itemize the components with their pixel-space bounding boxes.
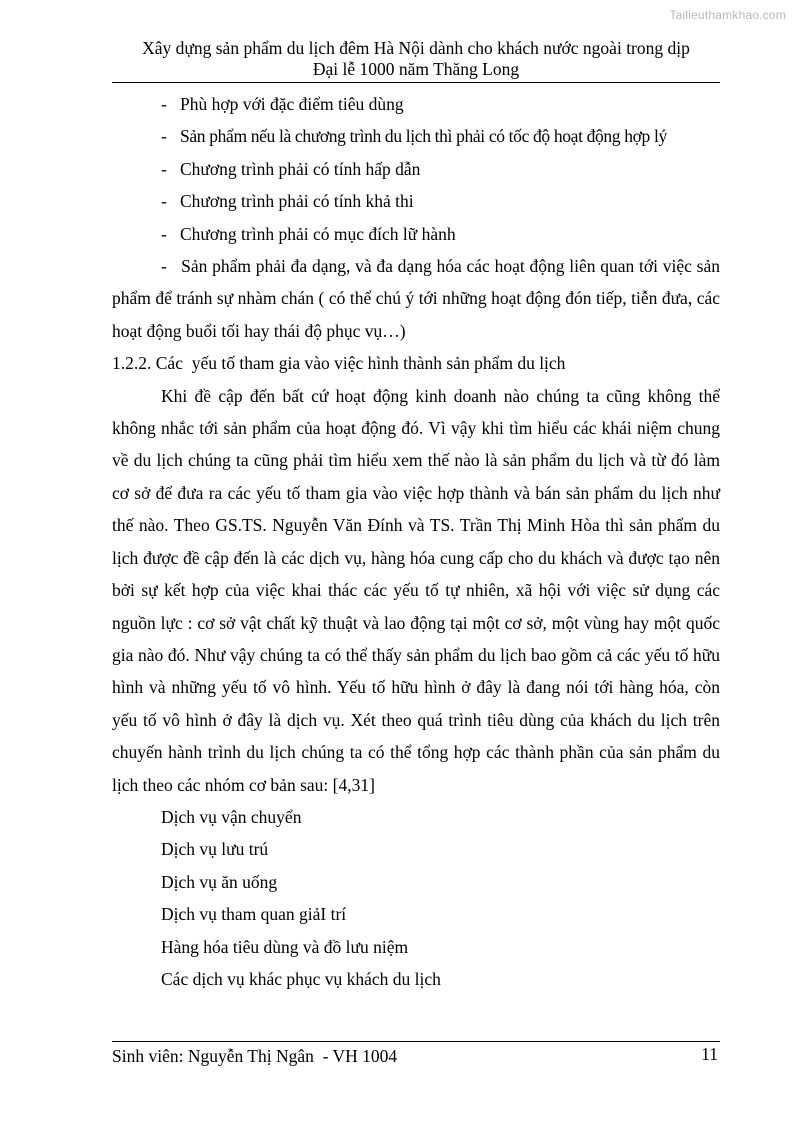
bullet-dash: - <box>161 94 167 114</box>
bullet-item <box>112 120 720 152</box>
service-item: Dịch vụ tham quan giảI trí <box>161 904 347 925</box>
bullet-text: Chương trình phải có tính hấp dẫn <box>180 158 421 179</box>
header-line-2: Đại lễ 1000 năm Thăng Long <box>312 59 520 79</box>
bullet-dash: - <box>161 223 167 244</box>
bullet-text: Sản phẩm nếu là chương trình du lịch thì phải có tốc độ hoạt động hợp lý <box>180 126 667 147</box>
bullet-dash: - <box>161 256 167 277</box>
bullet-item <box>112 218 720 250</box>
watermark: Tailieuthamkhao.com <box>669 8 786 22</box>
body-paragraph: Khi đề cập đến bất cứ hoạt động kinh doanh nào chúng ta cũng không thể không nhắc tới sản phẩm của hoạt động đó. Vì vậy khi tìm hiểu các khái niệm chung về du lịch chúng ta cũng phải tìm hiểu xem thế nào là sản phẩm du lịch và từ đó làm cơ sở để đưa ra các yếu tố tham gia vào việc hợp thành và bán sản phẩm du lịch như thế nào. Theo GS.TS. Nguyễn Văn Đính và TS. Trần Thị Minh Hòa thì sản phẩm du lịch được đề cập đến là các dịch vụ, hàng hóa cung cấp cho du khách và được tạo nên bởi sự kết hợp của việc khai thác các yếu tố tự nhiên, xã hội với việc sử dụng các nguồn lực : cơ sở vật chất kỹ thuật và lao động tại một cơ sở, một vùng hay một quốc gia nào đó. Như vậy chúng ta có thể thấy sản phẩm du lịch bao gồm cả các yếu tố hữu hình và những yếu tố vô hình. Yếu tố hữu hình ở đây là đang nói tới hàng hóa, còn yếu tố vô hình ở đây là dịch vụ. Xét theo quá trình tiêu dùng của khách du lịch trên chuyến hành trình du lịch chúng ta có thể tổng hợp các thành phần của sản phẩm du lịch theo các nhóm cơ bản sau: [4,31] <box>112 385 720 795</box>
bullet-paragraph <box>112 250 720 347</box>
bullet-dash: - <box>161 191 167 212</box>
bullet-item <box>112 153 720 185</box>
bullet-dash: - <box>161 158 167 179</box>
running-header <box>112 38 720 80</box>
footer-rule <box>112 1041 720 1042</box>
service-item: Hàng hóa tiêu dùng và đồ lưu niệm <box>161 936 409 957</box>
page-body <box>112 88 720 995</box>
bullet-dash: - <box>161 126 167 147</box>
bullet-text: Chương trình phải có mục đích lữ hành <box>180 223 456 244</box>
bullet-item <box>112 88 720 120</box>
service-item: Các dịch vụ khác phục vụ khách du lịch <box>161 968 441 989</box>
bullet-text: Phù hợp với đặc điểm tiêu dùng <box>180 94 404 114</box>
bullet-text: Chương trình phải có tính khả thi <box>180 191 414 212</box>
header-rule <box>112 82 720 83</box>
service-item: Dịch vụ lưu trú <box>161 839 269 860</box>
header-line-1: Xây dựng sản phẩm du lịch đêm Hà Nội dành cho khách nước ngoài trong dịp <box>142 38 690 58</box>
footer-student: Sinh viên: Nguyễn Thị Ngân - VH 1004 <box>112 1046 398 1066</box>
bullet-item <box>112 185 720 217</box>
bullet-paragraph-text: Sản phẩm phải đa dạng, và đa dạng hóa các hoạt động liên quan tới việc sản phẩm để tránh sự nhàm chán ( có thể chú ý tới những hoạt động đón tiếp, tiễn đưa, các hoạt động buổi tối hay thái độ phục vụ…) <box>112 256 720 341</box>
service-item: Dịch vụ ăn uống <box>161 871 278 892</box>
section-heading: 1.2.2. Các yếu tố tham gia vào việc hình thành sản phẩm du lịch <box>112 353 566 374</box>
page-number: 11 <box>701 1044 718 1064</box>
service-item: Dịch vụ vận chuyển <box>161 806 302 827</box>
